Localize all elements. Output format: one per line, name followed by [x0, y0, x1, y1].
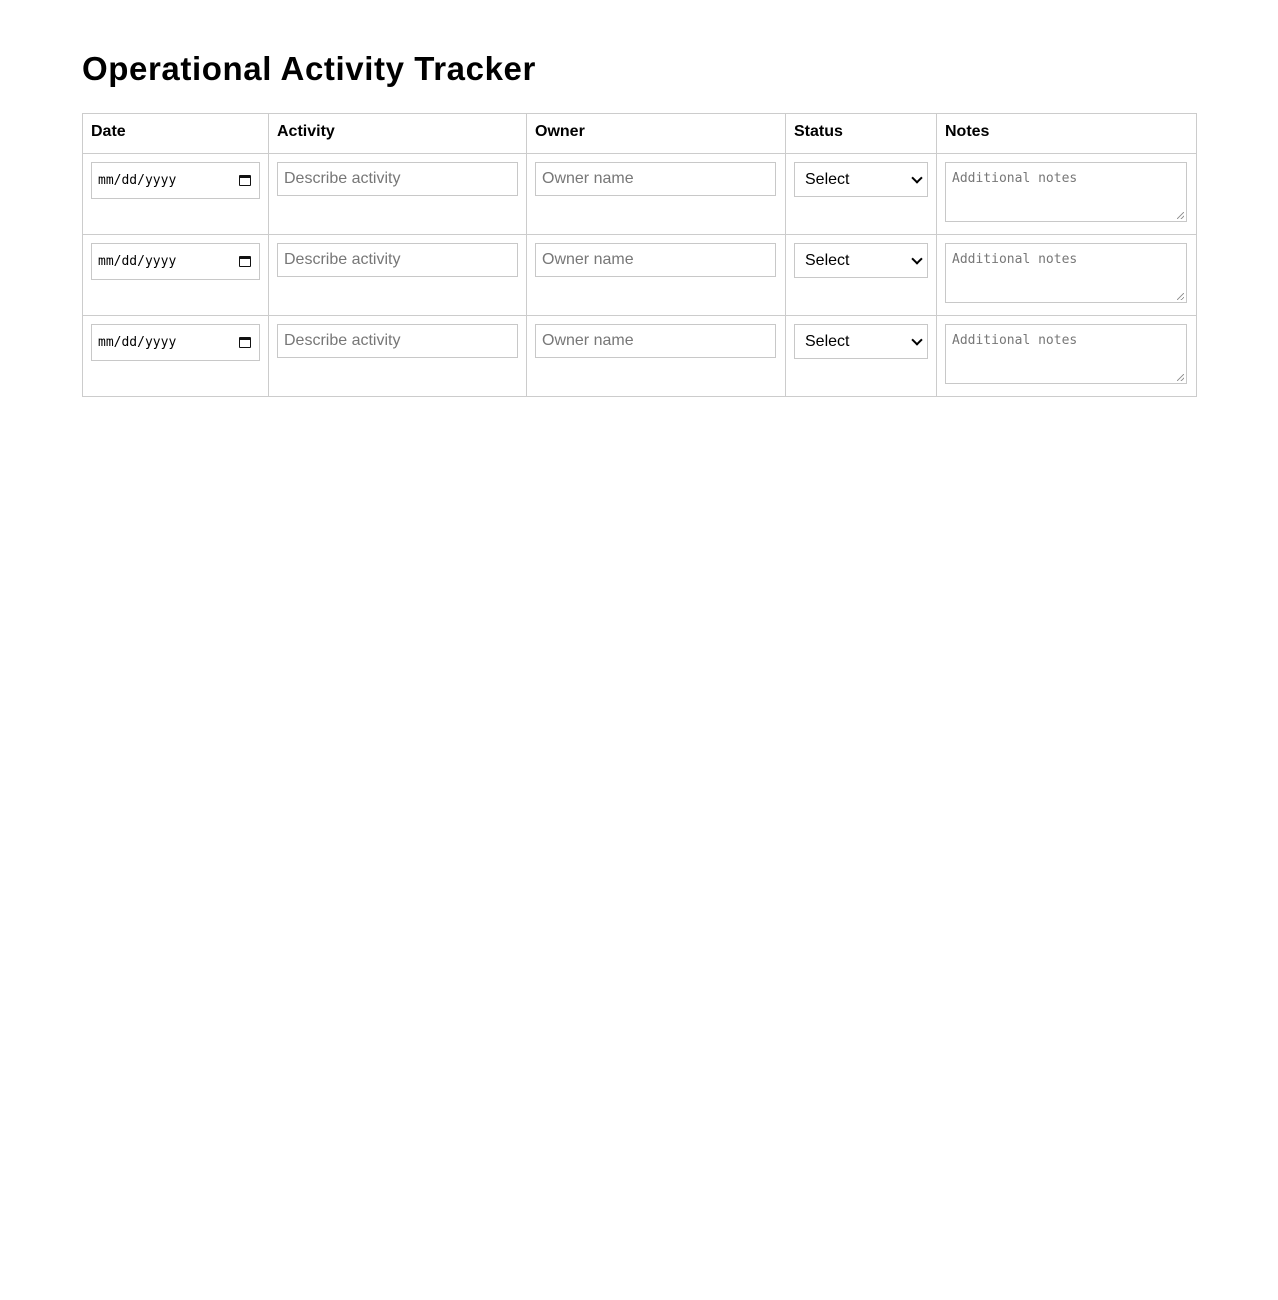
status-select[interactable]	[794, 324, 928, 359]
column-header-notes: Notes	[937, 114, 1197, 154]
resize-handle-icon[interactable]	[1177, 374, 1184, 381]
activity-input[interactable]	[277, 243, 518, 277]
notes-placeholder: Additional notes	[952, 171, 1078, 186]
column-header-date: Date	[83, 114, 269, 154]
notes-placeholder: Additional notes	[952, 252, 1078, 267]
chevron-down-icon	[911, 172, 922, 183]
status-value: Select	[805, 251, 850, 269]
notes-textarea[interactable]	[945, 324, 1187, 384]
header-row	[83, 114, 1197, 154]
activity-input[interactable]	[277, 162, 518, 196]
date-placeholder: mm/dd/yyyy	[98, 173, 177, 188]
status-select[interactable]	[794, 243, 928, 278]
column-header-owner: Owner	[527, 114, 786, 154]
status-value: Select	[805, 332, 850, 350]
owner-placeholder: Owner name	[542, 170, 634, 187]
date-input[interactable]	[91, 243, 260, 280]
page-title: Operational Activity Tracker	[82, 50, 536, 87]
resize-handle-icon[interactable]	[1177, 212, 1184, 219]
date-placeholder: mm/dd/yyyy	[98, 254, 177, 269]
owner-input[interactable]	[535, 162, 776, 196]
table-row	[83, 316, 1197, 397]
notes-textarea[interactable]	[945, 162, 1187, 222]
owner-placeholder: Owner name	[542, 251, 634, 268]
calendar-icon[interactable]	[239, 175, 251, 186]
owner-input[interactable]	[535, 243, 776, 277]
chevron-down-icon	[911, 334, 922, 345]
activity-placeholder: Describe activity	[284, 332, 401, 349]
status-value: Select	[805, 170, 850, 188]
activity-placeholder: Describe activity	[284, 251, 401, 268]
chevron-down-icon	[911, 253, 922, 264]
table-row	[83, 154, 1197, 235]
owner-placeholder: Owner name	[542, 332, 634, 349]
column-header-status: Status	[786, 114, 937, 154]
date-input[interactable]	[91, 162, 260, 199]
table-row	[83, 235, 1197, 316]
notes-placeholder: Additional notes	[952, 333, 1078, 348]
notes-textarea[interactable]	[945, 243, 1187, 303]
calendar-icon[interactable]	[239, 256, 251, 267]
calendar-icon[interactable]	[239, 337, 251, 348]
status-select[interactable]	[794, 162, 928, 197]
activity-placeholder: Describe activity	[284, 170, 401, 187]
column-header-activity: Activity	[269, 114, 527, 154]
date-input[interactable]	[91, 324, 260, 361]
owner-input[interactable]	[535, 324, 776, 358]
resize-handle-icon[interactable]	[1177, 293, 1184, 300]
activity-input[interactable]	[277, 324, 518, 358]
date-placeholder: mm/dd/yyyy	[98, 335, 177, 350]
activity-table	[82, 113, 1197, 397]
